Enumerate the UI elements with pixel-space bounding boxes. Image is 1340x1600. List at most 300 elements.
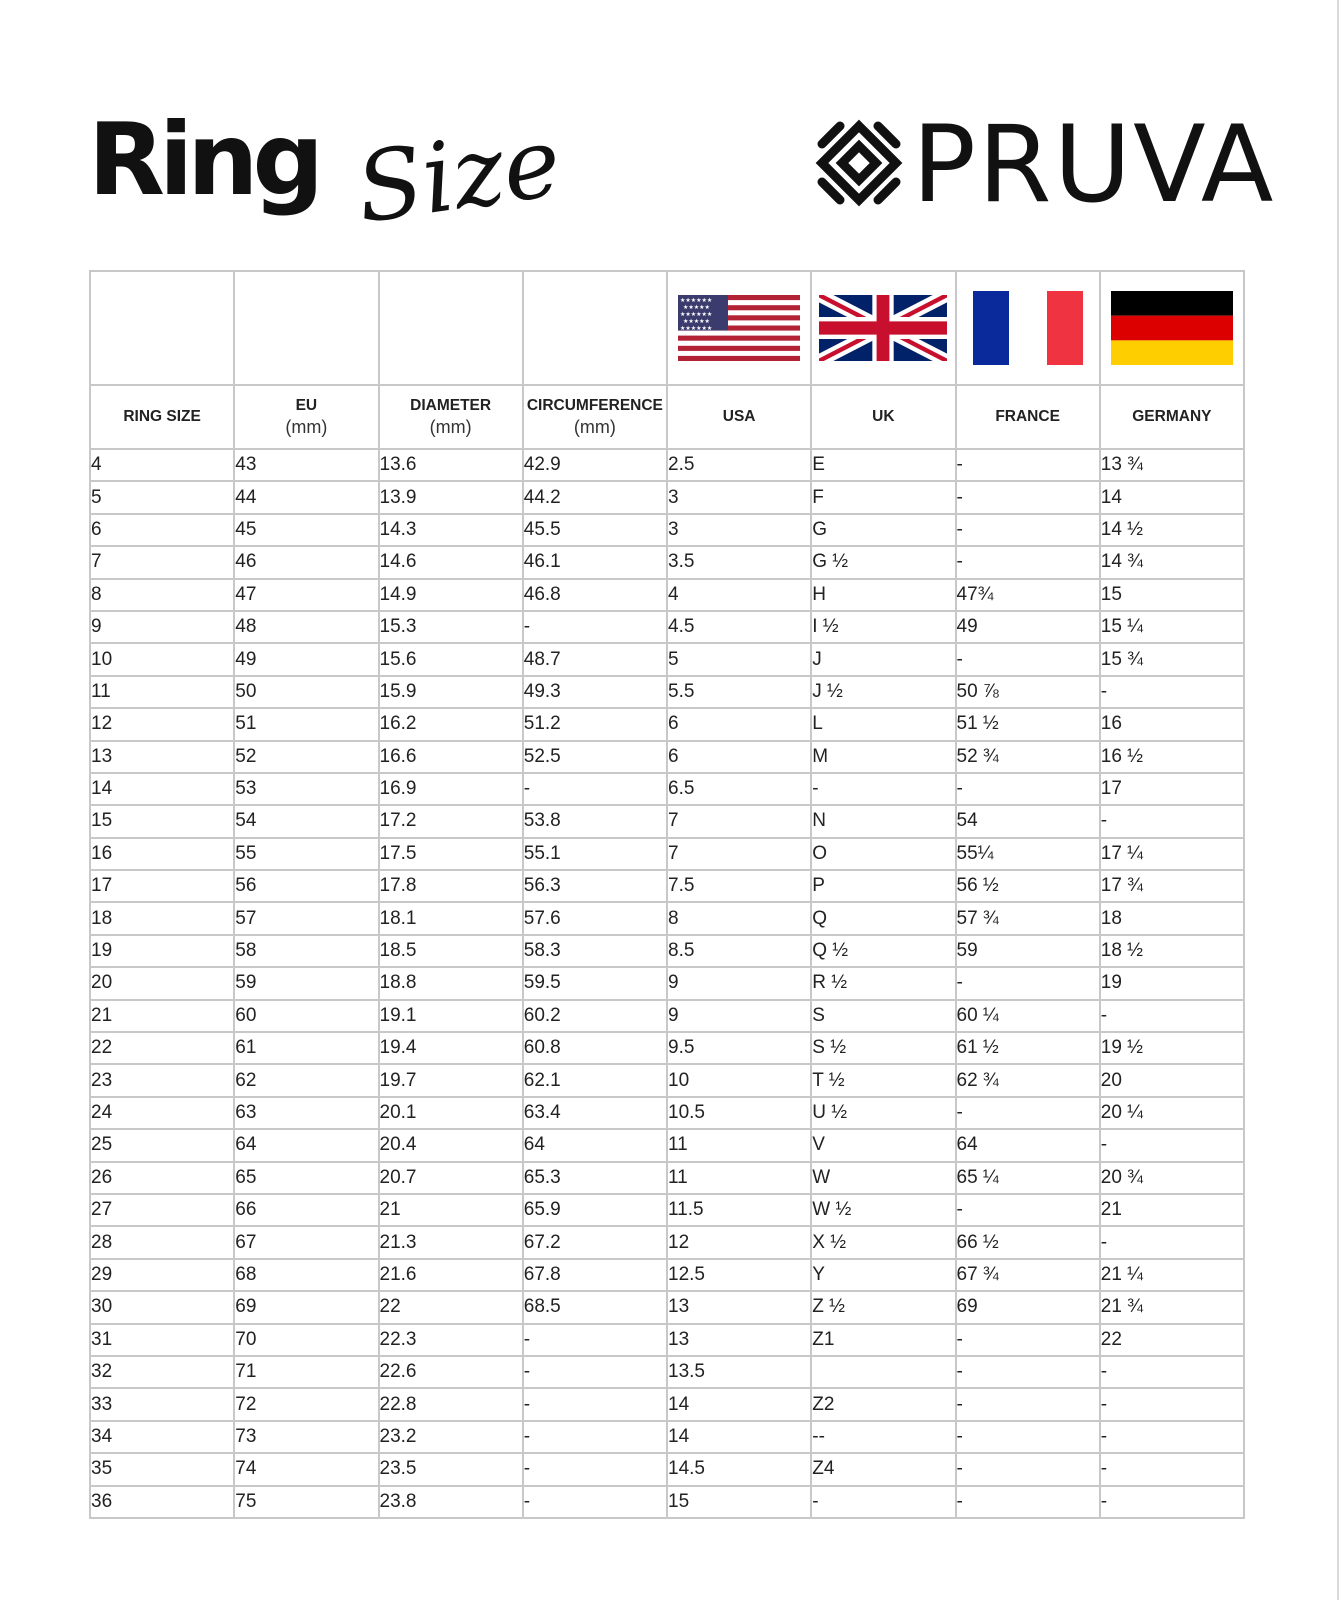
- table-cell: -: [956, 449, 1100, 481]
- table-cell: -: [523, 1421, 667, 1453]
- table-row: [90, 1486, 1244, 1518]
- us-flag-icon: [678, 295, 800, 361]
- table-cell: 14: [667, 1388, 811, 1420]
- table-cell: 55¼: [956, 838, 1100, 870]
- table-cell: -: [523, 1356, 667, 1388]
- table-cell: 11: [667, 1129, 811, 1161]
- table-cell: 21: [90, 1000, 234, 1032]
- table-cell: 17.5: [379, 838, 523, 870]
- table-row: [90, 870, 1244, 902]
- table-cell: 49: [234, 643, 378, 675]
- table-cell: H: [811, 579, 955, 611]
- table-row: [90, 1226, 1244, 1258]
- table-cell: 25: [90, 1129, 234, 1161]
- table-cell: 20.4: [379, 1129, 523, 1161]
- table-cell: 15: [1100, 579, 1244, 611]
- table-cell: -: [956, 1194, 1100, 1226]
- table-cell: 13.5: [667, 1356, 811, 1388]
- table-cell: 15: [90, 805, 234, 837]
- table-cell: 19: [90, 935, 234, 967]
- table-cell: 65: [234, 1162, 378, 1194]
- table-cell: -: [956, 1486, 1100, 1518]
- table-cell: -: [811, 1486, 955, 1518]
- table-cell: 51 ½: [956, 708, 1100, 740]
- table-cell: 73: [234, 1421, 378, 1453]
- table-cell: 14.9: [379, 579, 523, 611]
- table-row: [90, 643, 1244, 675]
- column-header-label: FRANCE: [995, 408, 1060, 425]
- table-cell: 22: [90, 1032, 234, 1064]
- table-cell: 58: [234, 935, 378, 967]
- column-header: [234, 385, 378, 449]
- table-cell: 14.6: [379, 546, 523, 578]
- table-cell: 2.5: [667, 449, 811, 481]
- column-header-label: RING SIZE: [123, 408, 201, 425]
- table-cell: 67.8: [523, 1259, 667, 1291]
- table-cell: 15: [667, 1486, 811, 1518]
- table-cell: 5.5: [667, 676, 811, 708]
- table-cell: U ½: [811, 1097, 955, 1129]
- table-row: [90, 1453, 1244, 1485]
- table-cell: 8.5: [667, 935, 811, 967]
- table-cell: 43: [234, 449, 378, 481]
- table-cell: 19: [1100, 967, 1244, 999]
- table-cell: 14 ½: [1100, 514, 1244, 546]
- table-cell: 49: [956, 611, 1100, 643]
- svg-text:★★★★★★: ★★★★★★: [680, 325, 713, 332]
- table-cell: -: [1100, 805, 1244, 837]
- table-cell: -: [523, 1324, 667, 1356]
- table-cell: X ½: [811, 1226, 955, 1258]
- table-row: [90, 1064, 1244, 1096]
- table-cell: 51.2: [523, 708, 667, 740]
- table-row: [90, 1324, 1244, 1356]
- table-cell: 12: [667, 1226, 811, 1258]
- table-cell: 34: [90, 1421, 234, 1453]
- table-cell: S: [811, 1000, 955, 1032]
- uk-flag-cell: [811, 271, 955, 385]
- table-cell: 72: [234, 1388, 378, 1420]
- table-cell: 67: [234, 1226, 378, 1258]
- table-cell: S ½: [811, 1032, 955, 1064]
- table-cell: 63.4: [523, 1097, 667, 1129]
- table-cell: 59.5: [523, 967, 667, 999]
- table-cell: 16 ½: [1100, 741, 1244, 773]
- germany-flag-icon: [1111, 291, 1233, 365]
- table-cell: 62.1: [523, 1064, 667, 1096]
- table-row: [90, 546, 1244, 578]
- table-cell: 66 ½: [956, 1226, 1100, 1258]
- table-cell: 11: [90, 676, 234, 708]
- table-row: [90, 1388, 1244, 1420]
- title-ring-word: Ring: [88, 101, 319, 218]
- table-cell: 42.9: [523, 449, 667, 481]
- table-cell: 16.9: [379, 773, 523, 805]
- table-cell: 35: [90, 1453, 234, 1485]
- table-cell: 27: [90, 1194, 234, 1226]
- table-cell: 19.1: [379, 1000, 523, 1032]
- table-cell: 18.8: [379, 967, 523, 999]
- column-header-label: EU: [295, 396, 318, 414]
- table-cell: 22.8: [379, 1388, 523, 1420]
- table-cell: -: [956, 546, 1100, 578]
- column-header-label: USA: [722, 408, 756, 425]
- table-cell: 64: [234, 1129, 378, 1161]
- table-cell: 9: [90, 611, 234, 643]
- france-flag-icon: [973, 291, 1083, 365]
- table-cell: L: [811, 708, 955, 740]
- table-cell: V: [811, 1129, 955, 1161]
- table-cell: 14.3: [379, 514, 523, 546]
- right-edge-line: [1337, 0, 1339, 1600]
- table-row: [90, 1162, 1244, 1194]
- table-cell: 16.2: [379, 708, 523, 740]
- table-cell: 33: [90, 1388, 234, 1420]
- table-cell: 59: [956, 935, 1100, 967]
- column-header: [1100, 385, 1244, 449]
- table-cell: 15.9: [379, 676, 523, 708]
- table-cell: 12.5: [667, 1259, 811, 1291]
- table-cell: 23: [90, 1064, 234, 1096]
- table-row: [90, 514, 1244, 546]
- usa-flag-cell: [667, 271, 811, 385]
- column-header-unit: (mm): [429, 416, 472, 437]
- table-cell: N: [811, 805, 955, 837]
- table-cell: 23.8: [379, 1486, 523, 1518]
- table-cell: -: [1100, 1226, 1244, 1258]
- table-row: [90, 1291, 1244, 1323]
- table-cell: 17 ¾: [1100, 870, 1244, 902]
- table-cell: 29: [90, 1259, 234, 1291]
- table-cell: I ½: [811, 611, 955, 643]
- table-cell: 52 ¾: [956, 741, 1100, 773]
- table-cell: Q ½: [811, 935, 955, 967]
- table-cell: 18.1: [379, 902, 523, 934]
- table-cell: 14: [90, 773, 234, 805]
- table-cell: 55: [234, 838, 378, 870]
- table-cell: 22.6: [379, 1356, 523, 1388]
- table-cell: 22: [379, 1291, 523, 1323]
- table-row: [90, 773, 1244, 805]
- table-cell: 21: [1100, 1194, 1244, 1226]
- table-row: [90, 579, 1244, 611]
- table-cell: 23.2: [379, 1421, 523, 1453]
- table-cell: 3: [667, 481, 811, 513]
- table-cell: T ½: [811, 1064, 955, 1096]
- table-cell: Z ½: [811, 1291, 955, 1323]
- table-cell: -: [956, 1453, 1100, 1485]
- table-cell: -: [956, 1421, 1100, 1453]
- column-header-unit: (mm): [285, 416, 328, 437]
- table-cell: 14: [1100, 481, 1244, 513]
- table-row: [90, 1421, 1244, 1453]
- table-cell: 6: [667, 708, 811, 740]
- table-cell: 65.9: [523, 1194, 667, 1226]
- table-cell: 9: [667, 1000, 811, 1032]
- column-header: [90, 385, 234, 449]
- table-cell: 65.3: [523, 1162, 667, 1194]
- table-cell: 17: [90, 870, 234, 902]
- table-cell: 15 ¼: [1100, 611, 1244, 643]
- table-cell: 46.8: [523, 579, 667, 611]
- table-cell: 6: [667, 741, 811, 773]
- table-cell: 19.4: [379, 1032, 523, 1064]
- table-cell: 13 ¾: [1100, 449, 1244, 481]
- table-cell: 47: [234, 579, 378, 611]
- table-cell: 60 ¼: [956, 1000, 1100, 1032]
- table-cell: 13.6: [379, 449, 523, 481]
- table-cell: 18: [1100, 902, 1244, 934]
- column-header-label: GERMANY: [1132, 408, 1212, 425]
- table-cell: 57.6: [523, 902, 667, 934]
- table-cell: 23.5: [379, 1453, 523, 1485]
- table-cell: W: [811, 1162, 955, 1194]
- table-cell: 71: [234, 1356, 378, 1388]
- table-cell: -: [1100, 1388, 1244, 1420]
- table-cell: 21.6: [379, 1259, 523, 1291]
- svg-text:★★★★★: ★★★★★: [683, 304, 711, 311]
- uk-flag-icon: [819, 295, 947, 361]
- table-cell: 46: [234, 546, 378, 578]
- table-cell: 16: [90, 838, 234, 870]
- table-cell: 61 ½: [956, 1032, 1100, 1064]
- table-cell: 20: [1100, 1064, 1244, 1096]
- germany-flag-cell: [1100, 271, 1244, 385]
- table-cell: 31: [90, 1324, 234, 1356]
- table-cell: 13: [90, 741, 234, 773]
- table-cell: 12: [90, 708, 234, 740]
- size-table-body: [90, 449, 1244, 1518]
- table-cell: 65 ¼: [956, 1162, 1100, 1194]
- table-cell: 5: [667, 643, 811, 675]
- table-cell: -: [1100, 1000, 1244, 1032]
- table-row: [90, 611, 1244, 643]
- table-cell: 32: [90, 1356, 234, 1388]
- table-cell: Z1: [811, 1324, 955, 1356]
- svg-text:★★★★★: ★★★★★: [683, 318, 711, 325]
- table-cell: 22: [1100, 1324, 1244, 1356]
- table-cell: -: [956, 643, 1100, 675]
- table-row: [90, 1000, 1244, 1032]
- table-cell: 14.5: [667, 1453, 811, 1485]
- table-cell: -: [956, 1356, 1100, 1388]
- table-cell: Z4: [811, 1453, 955, 1485]
- table-cell: 57: [234, 902, 378, 934]
- table-row: [90, 676, 1244, 708]
- table-row: [90, 1129, 1244, 1161]
- table-row: [90, 967, 1244, 999]
- table-cell: 18: [90, 902, 234, 934]
- table-cell: 19 ½: [1100, 1032, 1244, 1064]
- column-header-unit: (mm): [573, 416, 616, 437]
- column-header-label: UK: [872, 408, 895, 425]
- table-cell: 7: [667, 838, 811, 870]
- brand-logo: [812, 103, 1276, 226]
- table-cell: 45: [234, 514, 378, 546]
- table-cell: J: [811, 643, 955, 675]
- table-cell: 16: [1100, 708, 1244, 740]
- table-row: [90, 1097, 1244, 1129]
- table-cell: 67 ¾: [956, 1259, 1100, 1291]
- column-header-row: [90, 385, 1244, 449]
- table-cell: 8: [667, 902, 811, 934]
- table-cell: 55.1: [523, 838, 667, 870]
- title-size-word: [350, 96, 570, 246]
- table-cell: 17: [1100, 773, 1244, 805]
- table-cell: 56.3: [523, 870, 667, 902]
- table-cell: 11: [667, 1162, 811, 1194]
- table-row: [90, 902, 1244, 934]
- table-cell: 16.6: [379, 741, 523, 773]
- table-cell: Y: [811, 1259, 955, 1291]
- table-cell: -: [523, 773, 667, 805]
- table-cell: 59: [234, 967, 378, 999]
- table-cell: 48.7: [523, 643, 667, 675]
- table-cell: 22.3: [379, 1324, 523, 1356]
- table-cell: O: [811, 838, 955, 870]
- table-cell: 13: [667, 1324, 811, 1356]
- table-cell: 69: [234, 1291, 378, 1323]
- table-cell: 7: [667, 805, 811, 837]
- table-cell: 64: [523, 1129, 667, 1161]
- table-row: [90, 1259, 1244, 1291]
- table-cell: [811, 1356, 955, 1388]
- table-cell: 6: [90, 514, 234, 546]
- table-row: [90, 1356, 1244, 1388]
- table-cell: 69: [956, 1291, 1100, 1323]
- table-cell: G: [811, 514, 955, 546]
- title-size-text: Size: [350, 105, 568, 245]
- table-cell: 21: [379, 1194, 523, 1226]
- table-cell: 3.5: [667, 546, 811, 578]
- table-cell: 21.3: [379, 1226, 523, 1258]
- table-cell: 3: [667, 514, 811, 546]
- table-cell: -: [956, 1388, 1100, 1420]
- table-cell: -: [956, 514, 1100, 546]
- column-header: [811, 385, 955, 449]
- table-cell: 44: [234, 481, 378, 513]
- table-cell: 17 ¼: [1100, 838, 1244, 870]
- empty-header-cell: [90, 271, 234, 385]
- table-cell: 4: [667, 579, 811, 611]
- table-cell: 50: [234, 676, 378, 708]
- table-cell: -: [523, 611, 667, 643]
- flag-row: [90, 271, 1244, 385]
- table-cell: 61: [234, 1032, 378, 1064]
- table-cell: 19.7: [379, 1064, 523, 1096]
- table-cell: 7.5: [667, 870, 811, 902]
- table-cell: 17.8: [379, 870, 523, 902]
- table-cell: 67.2: [523, 1226, 667, 1258]
- table-cell: --: [811, 1421, 955, 1453]
- column-header: [523, 385, 667, 449]
- table-cell: 8: [90, 579, 234, 611]
- table-cell: W ½: [811, 1194, 955, 1226]
- empty-header-cell: [234, 271, 378, 385]
- table-cell: -: [811, 773, 955, 805]
- table-cell: 15 ¾: [1100, 643, 1244, 675]
- table-cell: 56: [234, 870, 378, 902]
- table-cell: 11.5: [667, 1194, 811, 1226]
- svg-text:★★★★★★: ★★★★★★: [680, 311, 713, 318]
- table-cell: -: [956, 481, 1100, 513]
- table-cell: F: [811, 481, 955, 513]
- table-cell: -: [956, 1097, 1100, 1129]
- column-header: [379, 385, 523, 449]
- table-cell: 68: [234, 1259, 378, 1291]
- pruva-knot-icon: [812, 116, 906, 210]
- table-cell: 44.2: [523, 481, 667, 513]
- table-cell: 74: [234, 1453, 378, 1485]
- table-cell: 20: [90, 967, 234, 999]
- table-cell: 63: [234, 1097, 378, 1129]
- table-cell: 20 ¼: [1100, 1097, 1244, 1129]
- table-cell: 60: [234, 1000, 378, 1032]
- table-cell: 68.5: [523, 1291, 667, 1323]
- table-cell: 26: [90, 1162, 234, 1194]
- table-cell: 53: [234, 773, 378, 805]
- table-cell: 10: [90, 643, 234, 675]
- table-cell: Q: [811, 902, 955, 934]
- table-row: [90, 805, 1244, 837]
- table-cell: 50 ⅞: [956, 676, 1100, 708]
- table-cell: 36: [90, 1486, 234, 1518]
- table-cell: 54: [956, 805, 1100, 837]
- brand-name: PRUVA: [912, 103, 1276, 226]
- table-cell: 64: [956, 1129, 1100, 1161]
- column-header-label: DIAMETER: [410, 396, 492, 414]
- table-cell: 56 ½: [956, 870, 1100, 902]
- table-cell: 60.2: [523, 1000, 667, 1032]
- table-cell: 14: [667, 1421, 811, 1453]
- france-flag-cell: [956, 271, 1100, 385]
- table-cell: -: [956, 967, 1100, 999]
- table-cell: 57 ¾: [956, 902, 1100, 934]
- table-row: [90, 708, 1244, 740]
- table-cell: 60.8: [523, 1032, 667, 1064]
- table-cell: 75: [234, 1486, 378, 1518]
- table-cell: 6.5: [667, 773, 811, 805]
- column-header-label: CIRCUMFERENCE: [526, 396, 663, 414]
- table-cell: 54: [234, 805, 378, 837]
- table-cell: -: [1100, 1453, 1244, 1485]
- table-cell: 14 ¾: [1100, 546, 1244, 578]
- table-cell: 20.1: [379, 1097, 523, 1129]
- table-cell: -: [1100, 1129, 1244, 1161]
- svg-text:★★★★★★: ★★★★★★: [680, 297, 713, 304]
- table-cell: 10: [667, 1064, 811, 1096]
- table-cell: 13: [667, 1291, 811, 1323]
- table-cell: -: [1100, 676, 1244, 708]
- table-cell: 46.1: [523, 546, 667, 578]
- table-cell: 51: [234, 708, 378, 740]
- table-cell: 15.3: [379, 611, 523, 643]
- column-header: [956, 385, 1100, 449]
- table-cell: -: [523, 1486, 667, 1518]
- table-cell: R ½: [811, 967, 955, 999]
- table-row: [90, 481, 1244, 513]
- table-cell: -: [956, 1324, 1100, 1356]
- table-cell: 52.5: [523, 741, 667, 773]
- table-cell: -: [1100, 1421, 1244, 1453]
- empty-header-cell: [379, 271, 523, 385]
- table-cell: P: [811, 870, 955, 902]
- table-cell: 49.3: [523, 676, 667, 708]
- table-cell: 28: [90, 1226, 234, 1258]
- table-cell: 48: [234, 611, 378, 643]
- table-cell: 21 ¾: [1100, 1291, 1244, 1323]
- table-cell: 66: [234, 1194, 378, 1226]
